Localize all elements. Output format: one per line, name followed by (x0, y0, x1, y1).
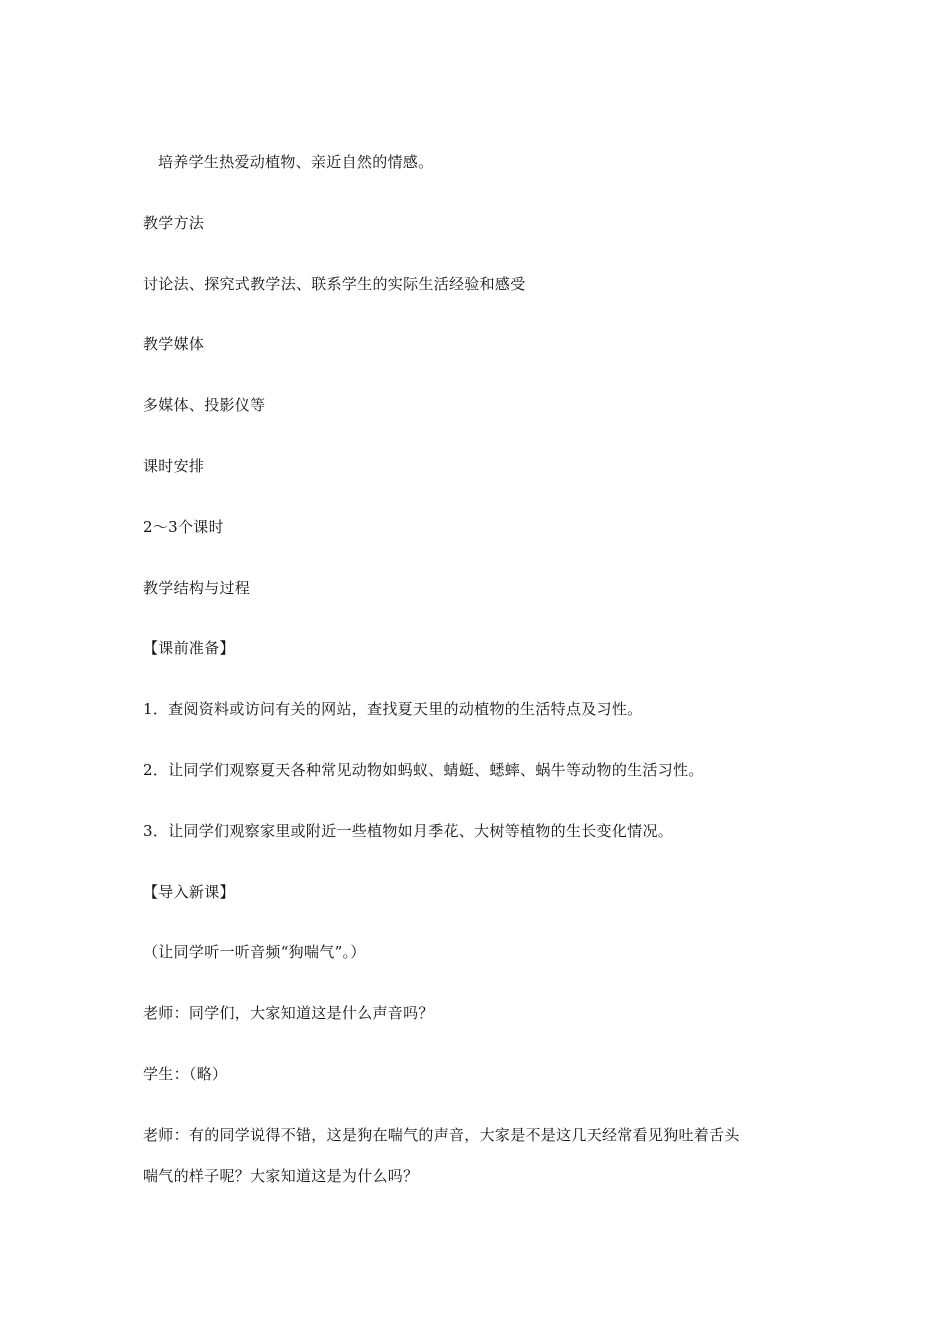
heading-structure-process: 教学结构与过程 (143, 579, 251, 597)
heading-teaching-media: 教学媒体 (143, 335, 205, 353)
dialogue-teacher-2: 老师：有的同学说得不错，这是狗在喘气的声音，大家是不是这几天经常看见狗吐着舌头 (143, 1126, 740, 1144)
class-schedule-text: 2～3个课时 (143, 518, 224, 536)
dialogue-student-1: 学生：（略） (143, 1065, 228, 1083)
preparation-item-3: 3．让同学们观察家里或附近一些植物如月季花、大树等植物的生长变化情况。 (143, 822, 674, 840)
heading-class-schedule: 课时安排 (143, 457, 205, 475)
teaching-method-text: 讨论法、探究式教学法、联系学生的实际生活经验和感受 (143, 275, 526, 293)
introduction-stage-direction: （让同学听一听音频“狗喘气”。） (143, 943, 366, 961)
dialogue-teacher-1: 老师：同学们，大家知道这是什么声音吗？ (143, 1004, 434, 1022)
preparation-item-1: 1．查阅资料或访问有关的网站，查找夏天里的动植物的生活特点及习性。 (143, 700, 643, 718)
dialogue-teacher-2-continued: 喘气的样子呢？大家知道这是为什么吗？ (143, 1167, 419, 1185)
goal-text: 培养学生热爱动植物、亲近自然的情感。 (158, 153, 434, 171)
section-preparation: 【课前准备】 (143, 639, 235, 657)
heading-teaching-method: 教学方法 (143, 214, 205, 232)
preparation-item-2: 2．让同学们观察夏天各种常见动物如蚂蚁、蜻蜓、蟋蟀、蜗牛等动物的生活习性。 (143, 761, 704, 779)
section-introduction: 【导入新课】 (143, 883, 235, 901)
teaching-media-text: 多媒体、投影仪等 (143, 396, 266, 414)
